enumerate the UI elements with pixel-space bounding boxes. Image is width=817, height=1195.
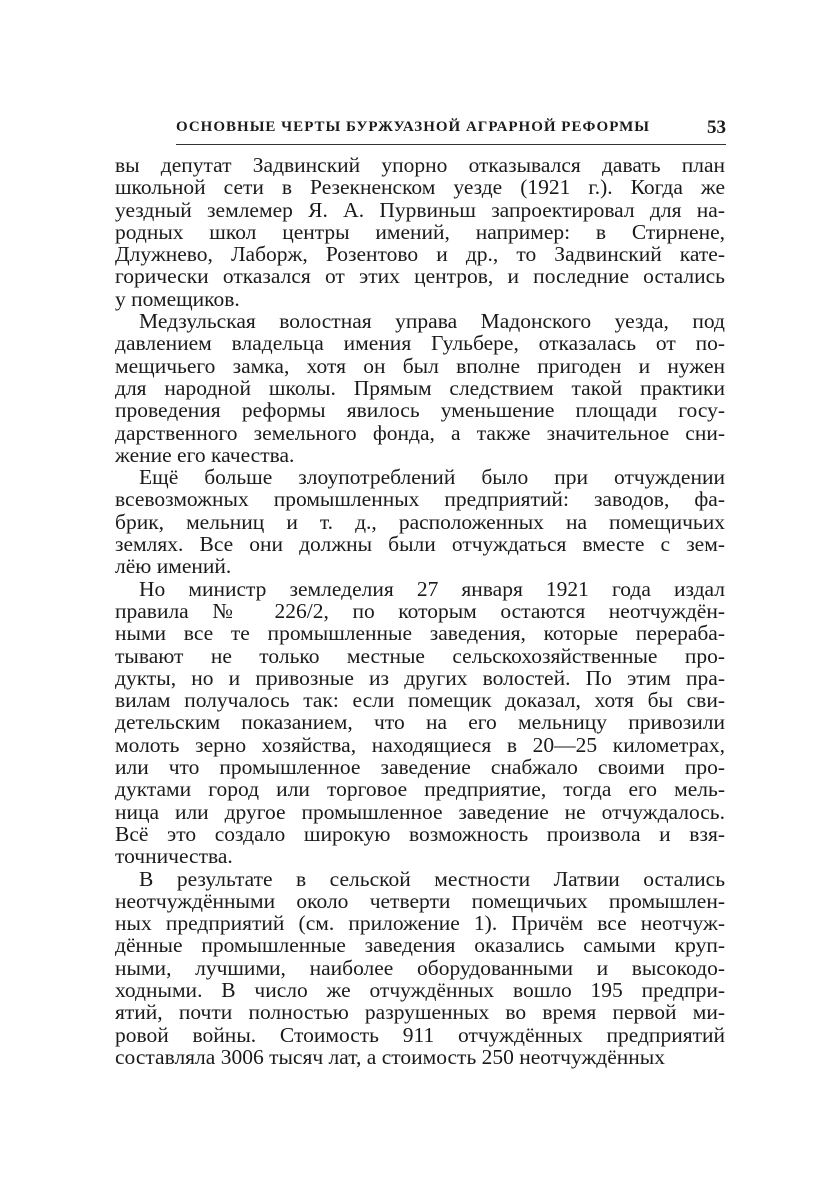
- text-line: детельским показанием, что на его мельницу привозили: [115, 710, 725, 735]
- text-line: неотчуждёнными около четверти помещичьих промышлен-: [115, 888, 725, 913]
- text-line: дукты, но и привозные из других волостей. По этим пра-: [115, 665, 725, 690]
- text-line: ница или другое промышленное заведение не отчуждалось.: [115, 799, 725, 824]
- text-line: дённые промышленные заведения оказались самыми круп-: [115, 933, 725, 958]
- text-line: у помещиков.: [115, 286, 240, 311]
- text-line: брик, мельниц и т. д., расположенных на помещичьих: [115, 509, 725, 534]
- text-line: тывают не только местные сельскохозяйственные про-: [115, 643, 725, 668]
- text-line: проведения реформы явилось уменьшение площади госу-: [115, 398, 725, 423]
- paragraph: [115, 578, 725, 868]
- text-line: ровой войны. Стоимость 911 отчуждённых предприятий: [115, 1022, 725, 1047]
- text-line: составляла 3006 тысяч лат, а стоимость 250 неотчуждённых: [115, 1044, 665, 1069]
- running-title: ОСНОВНЫЕ ЧЕРТЫ БУРЖУАЗНОЙ АГРАРНОЙ РЕФОРМЫ: [176, 119, 650, 135]
- text-line: для народной школы. Прямым следствием такой практики: [115, 375, 725, 400]
- text-line: ными все те промышленные заведения, которые перераба-: [115, 621, 725, 646]
- text-line: дуктами город или торговое предприятие, тогда его мель-: [115, 777, 725, 802]
- text-line: Ещё больше злоупотреблений было при отчуждении: [139, 465, 725, 490]
- paragraph: [115, 868, 725, 1069]
- text-line: уездный землемер Я. А. Пурвиньш запроектировал для на-: [115, 197, 725, 222]
- text-line: мещичьего замка, хотя он был вполне пригоден и нужен: [115, 353, 725, 378]
- text-line: правила № 226/2, по которым остаются неотчуждён-: [115, 598, 725, 623]
- text-line: землях. Все они должны были отчуждаться вместе с зем-: [115, 532, 725, 557]
- text-line: Всё это создало широкую возможность произвола и взя-: [115, 821, 725, 846]
- text-line: жение его качества.: [115, 442, 295, 467]
- text-line: вилам получалось так: если помещик доказал, хотя бы сви-: [115, 688, 725, 713]
- text-line: Медзульская волостная управа Мадонского уезда, под: [139, 309, 725, 334]
- text-line: или что промышленное заведение снабжало своими про-: [115, 755, 725, 780]
- text-line: родных школ центры имений, например: в Стирнене,: [115, 219, 725, 244]
- page-number: 53: [707, 117, 726, 138]
- text-line: дарственного земельного фонда, а также значительное сни-: [115, 420, 725, 445]
- paragraph: [115, 154, 725, 310]
- body-text: [115, 154, 725, 1068]
- text-line: Длужнево, Лаборж, Розентово и др., то Задвинский кате-: [115, 242, 725, 267]
- paragraph: [115, 310, 725, 466]
- text-line: ными, лучшими, наиболее оборудованными и высокодо-: [115, 955, 725, 980]
- text-line: всевозможных промышленных предприятий: заводов, фа-: [115, 487, 725, 512]
- paragraph: [115, 466, 725, 577]
- text-line: ходными. В число же отчуждённых вошло 195 предпри-: [115, 977, 725, 1002]
- text-line: молоть зерно хозяйства, находящиеся в 20—25 километрах,: [115, 732, 725, 757]
- text-line: В результате в сельской местности Латвии остались: [139, 866, 725, 891]
- text-line: школьной сети в Резекненском уезде (1921 г.). Когда же: [115, 175, 725, 200]
- text-line: Но министр земледелия 27 января 1921 года издал: [139, 576, 725, 601]
- text-line: ных предприятий (см. приложение 1). Причём все неотчуж-: [115, 911, 725, 936]
- text-line: лёю имений.: [115, 554, 232, 579]
- running-head: [176, 115, 726, 145]
- text-line: горически отказался от этих центров, и последние остались: [115, 264, 725, 289]
- text-line: ятий, почти полностью разрушенных во время первой ми-: [115, 1000, 725, 1025]
- text-line: давлением владельца имения Гульбере, отказалась от по-: [115, 331, 725, 356]
- header-rule: [176, 144, 726, 145]
- text-line: вы депутат Задвинский упорно отказывался давать план: [115, 153, 725, 177]
- text-line: точничества.: [115, 844, 233, 869]
